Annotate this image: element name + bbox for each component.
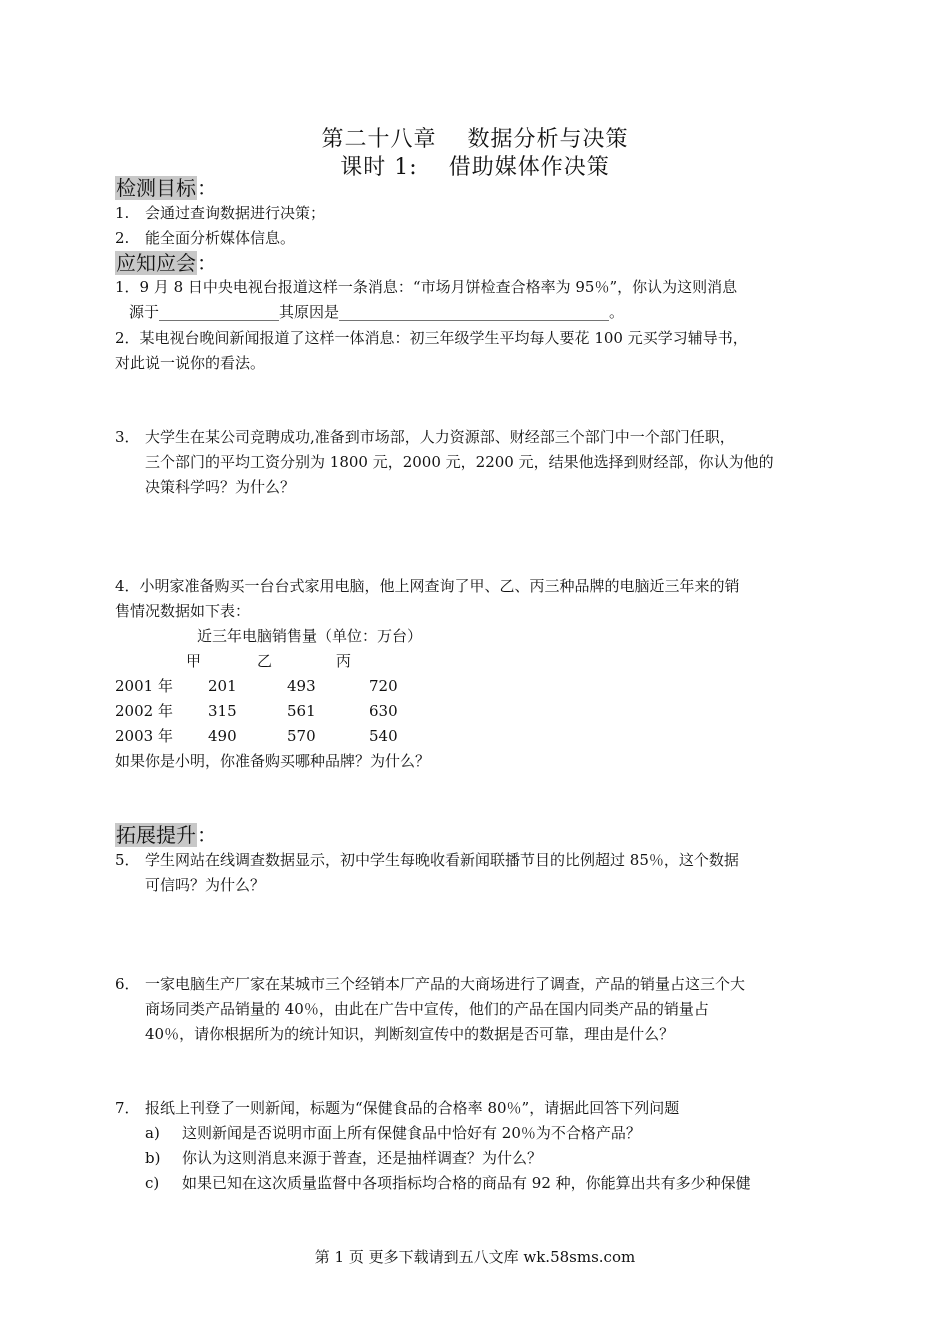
table-cell: 490 <box>208 727 237 745</box>
goal-2-number: 2. <box>115 229 130 247</box>
q6-number: 6． <box>115 975 140 993</box>
section-colon: ： <box>197 176 217 200</box>
table-cell: 315 <box>208 702 237 720</box>
section-basic <box>115 251 217 275</box>
q5-number: 5． <box>115 851 140 869</box>
section-goals-label: 检测目标 <box>116 176 196 200</box>
table-cell: 630 <box>369 702 398 720</box>
q7-number: 7． <box>115 1099 140 1117</box>
q3-line-1: 大学生在某公司竞聘成功,准备到市场部，人力资源部、财经部三个部门中一个部门任职， <box>145 428 735 446</box>
lesson-title: 课时 1: 借助媒体作决策 <box>340 155 610 180</box>
q6-line-2: 商场同类产品销量的 40％，由此在广告中宣传，他们的产品在国内同类产品的销量占 <box>145 1000 709 1018</box>
q5-line-2: 可信吗？为什么？ <box>145 876 266 894</box>
table-row-year: 2001 年 <box>115 677 173 695</box>
q7-line-1: 报纸上刊登了一则新闻，标题为“保健食品的合格率 80％”，请据此回答下列问题 <box>145 1099 680 1117</box>
section-extend-label: 拓展提升 <box>116 823 196 847</box>
page-footer: 第 1 页 更多下载请到五八文库 wk.58sms.com <box>314 1248 636 1266</box>
q6-line-1: 一家电脑生产厂家在某城市三个经销本厂产品的大商场进行了调查，产品的销量占这三个大 <box>145 975 746 993</box>
q4-table-title: 近三年电脑销售量（单位：万台） <box>197 627 423 645</box>
goal-1-number: 1. <box>115 204 130 222</box>
q7-c: 如果已知在这次质量监督中各项指标均合格的商品有 92 种，你能算出共有多少种保健 <box>182 1174 751 1192</box>
q3-number: 3． <box>115 428 140 446</box>
table-cell: 570 <box>287 727 316 745</box>
section-basic-label: 应知应会 <box>116 251 196 275</box>
q1-line-2: 源于________________其原因是____________________________________。 <box>129 303 625 321</box>
section-colon: ： <box>197 251 217 275</box>
table-cell: 720 <box>369 677 398 695</box>
table-cell: 493 <box>287 677 316 695</box>
table-cell: 201 <box>208 677 237 695</box>
table-row-year: 2003 年 <box>115 727 173 745</box>
q2-line-1: 2．某电视台晚间新闻报道了这样一体消息：初三年级学生平均每人要花 100 元买学习辅导书， <box>115 329 748 347</box>
table-row-year: 2002 年 <box>115 702 173 720</box>
q1-line-1: 1．9 月 8 日中央电视台报道这样一条消息：“市场月饼检查合格率为 95％”，你认为这则消息 <box>115 278 738 296</box>
goal-2: 能全面分析媒体信息。 <box>145 229 296 247</box>
q4-line-1: 4．小明家准备购买一台台式家用电脑，他上网查询了甲、乙、丙三种品牌的电脑近三年来的销 <box>115 577 740 595</box>
table-header: 丙 <box>336 652 352 670</box>
table-cell: 540 <box>369 727 398 745</box>
q7-b: 你认为这则消息来源于普查，还是抽样调查？为什么？ <box>182 1149 543 1167</box>
q7-c-label: c) <box>145 1174 160 1192</box>
q7-a: 这则新闻是否说明市面上所有保健食品中恰好有 20％为不合格产品？ <box>182 1124 641 1142</box>
section-colon: ： <box>197 823 217 847</box>
q6-line-3: 40％，请你根据所为的统计知识，判断刻宣传中的数据是否可靠，理由是什么？ <box>145 1025 675 1043</box>
table-header: 乙 <box>257 652 273 670</box>
section-goals <box>115 176 217 200</box>
q3-line-2: 三个部门的平均工资分别为 1800 元，2000 元，2200 元，结果他选择到财经部，你认为他的 <box>145 453 774 471</box>
q7-b-label: b) <box>145 1149 161 1167</box>
q4-line-2: 售情况数据如下表： <box>115 602 251 620</box>
q2-line-2: 对此说一说你的看法。 <box>115 354 266 372</box>
chapter-title: 第二十八章 数据分析与决策 <box>321 127 629 152</box>
q3-line-3: 决策科学吗？为什么？ <box>145 478 296 496</box>
table-cell: 561 <box>287 702 316 720</box>
goal-1: 会通过查询数据进行决策； <box>145 204 326 222</box>
q4-question: 如果你是小明，你准备购买哪种品牌？为什么？ <box>115 752 431 770</box>
table-header: 甲 <box>186 652 202 670</box>
section-extend <box>115 823 217 847</box>
q5-line-1: 学生网站在线调查数据显示，初中学生每晚收看新闻联播节目的比例超过 85％，这个数据 <box>145 851 739 869</box>
q7-a-label: a) <box>145 1124 160 1142</box>
